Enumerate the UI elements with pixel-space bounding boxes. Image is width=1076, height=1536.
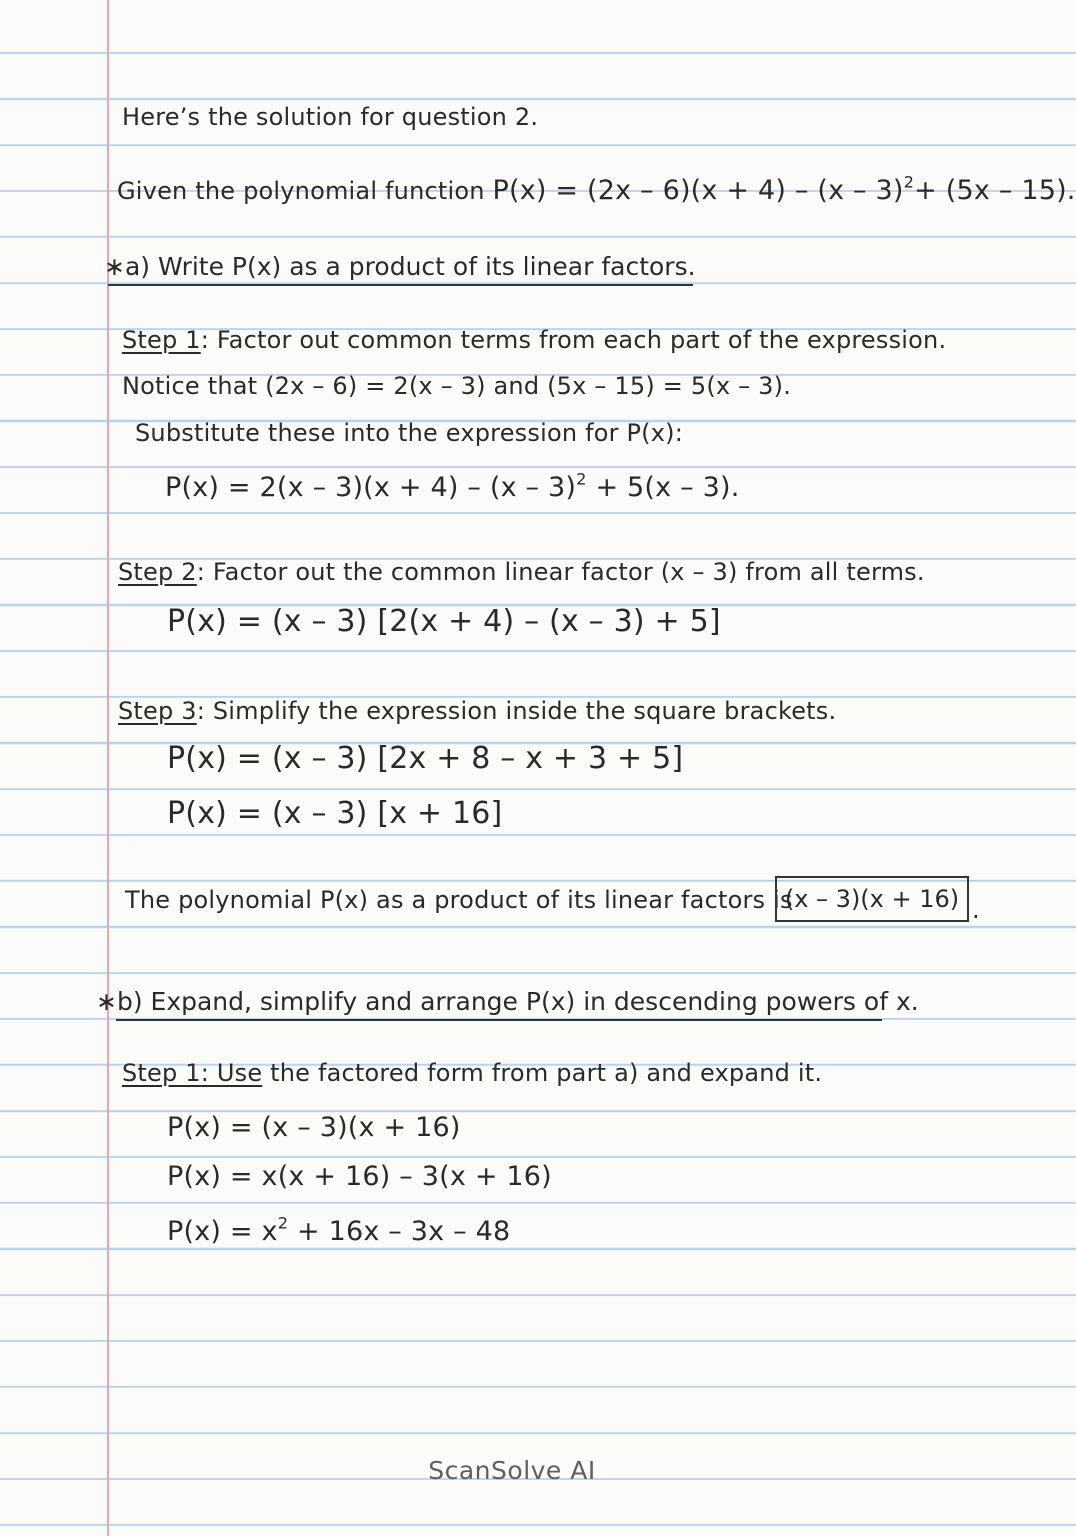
part-b-heading: ∗b) Expand, simplify and arrange P(x) in descending powers of x.: [96, 987, 919, 1016]
part-b-expression-1: P(x) = (x – 3)(x + 16): [167, 1112, 461, 1143]
part-a-step1-expression: P(x) = 2(x – 3)(x + 4) – (x – 3)$^2$ + 5(x – 3).: [165, 469, 740, 503]
answer-period: .: [972, 896, 980, 924]
part-b-expression-3: $P(x) = x^2 + 16x - 3x - 48$: [167, 1213, 511, 1247]
part-b-step1-line: [122, 1058, 822, 1088]
step-text: the factored form from part a) and expand it.: [262, 1059, 823, 1087]
given-text: Given the polynomial function: [117, 177, 493, 205]
part-b-heading-underline: [116, 1019, 882, 1021]
part-a-step2-line: [118, 557, 925, 587]
step-label: Step 1: Use: [122, 1059, 263, 1087]
part-a-step1-line: [122, 325, 946, 355]
step-text: : Factor out the common linear factor (x – 3) from all terms.: [196, 558, 925, 586]
step-text: : Simplify the expression inside the square brackets.: [196, 697, 837, 725]
answer-box: (x – 3)(x + 16): [775, 876, 969, 922]
step-text: : Factor out common terms from each part of the expression.: [200, 326, 947, 354]
step-label: Step 3: [118, 697, 197, 725]
given-expression: P(x) = (2x – 6)(x + 4) – (x – 3)$^2$+ (5x – 15).: [492, 172, 1076, 206]
footer-brand: ScanSolve AI: [428, 1456, 596, 1485]
step-label: Step 1: [122, 326, 201, 354]
part-a-step3-line: [118, 696, 836, 726]
part-a-step1-substitute: Substitute these into the expression for P(x):: [135, 419, 683, 447]
part-a-heading: ∗a) Write P(x) as a product of its linear factors.: [104, 252, 696, 281]
part-a-heading-underline: [108, 284, 693, 286]
margin-line: [107, 0, 109, 1536]
part-a-step1-notice: Notice that (2x – 6) = 2(x – 3) and (5x – 15) = 5(x – 3).: [122, 372, 792, 400]
part-b-expression-2: P(x) = x(x + 16) – 3(x + 16): [167, 1161, 552, 1192]
step-label: Step 2: [118, 558, 197, 586]
part-a-step2-expression: P(x) = (x – 3) [2(x + 4) – (x – 3) + 5]: [167, 604, 721, 639]
intro-text: Here’s the solution for question 2.: [122, 103, 539, 131]
part-a-step3-expression-2: P(x) = (x – 3) [x + 16]: [167, 796, 503, 831]
part-a-conclusion: The polynomial P(x) as a product of its linear factors is: [125, 886, 793, 914]
given-statement: [117, 172, 1076, 206]
part-a-step3-expression-1: P(x) = (x – 3) [2x + 8 – x + 3 + 5]: [167, 741, 684, 776]
